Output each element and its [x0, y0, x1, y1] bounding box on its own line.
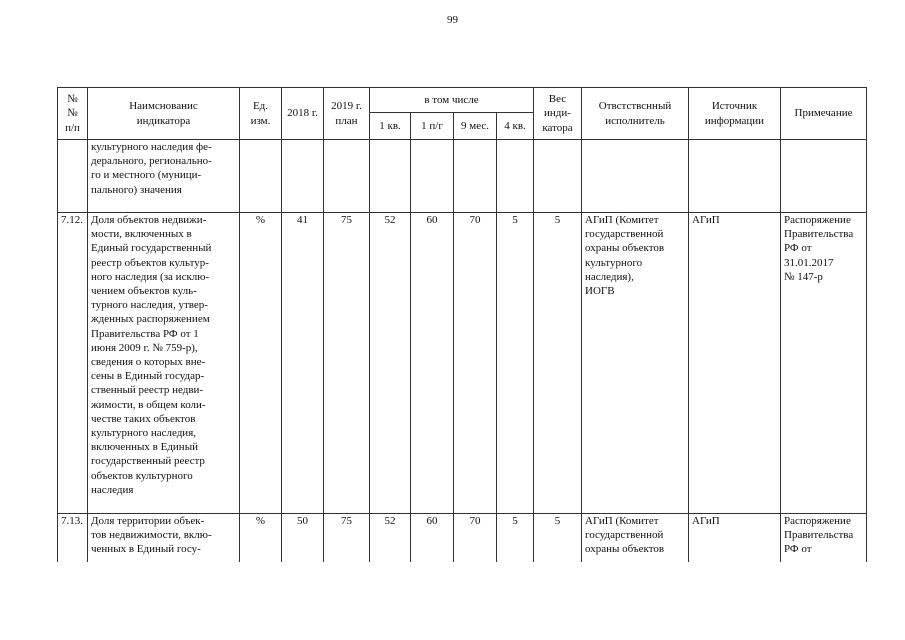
- cell-responsible: АГиП (Комитет государственной охраны объектов культурного наследия), ИОГВ: [582, 213, 689, 514]
- header-indicator-name: Наимснованис индикатора: [88, 88, 240, 140]
- cell-source: АГиП: [689, 213, 781, 514]
- cell-weight: [534, 140, 582, 213]
- cell-q4: [497, 140, 534, 213]
- cell-q4: 5: [497, 213, 534, 514]
- header-year-2018: 2018 г.: [282, 88, 324, 140]
- cell-half-year: [411, 140, 454, 213]
- cell-half-year: 60: [411, 213, 454, 514]
- cell-2018: 50: [282, 514, 324, 563]
- header-source: Источник информации: [689, 88, 781, 140]
- header-unit: Ед. изм.: [240, 88, 282, 140]
- cell-q1: [370, 140, 411, 213]
- indicators-table: [57, 87, 867, 562]
- cell-source: АГиП: [689, 514, 781, 563]
- cell-2019-plan: 75: [324, 514, 370, 563]
- cell-q4: 5: [497, 514, 534, 563]
- cell-unit: [240, 140, 282, 213]
- cell-number: 7.12.: [58, 213, 88, 514]
- cell-source: [689, 140, 781, 213]
- header-number: № № п/п: [58, 88, 88, 140]
- cell-indicator-name: культурного наследия фе- дерального, регионально- го и местного (муници- пального) значения: [88, 140, 240, 213]
- cell-half-year: 60: [411, 514, 454, 563]
- cell-9-months: [454, 140, 497, 213]
- cell-note: [781, 140, 867, 213]
- header-half-year: 1 п/г: [411, 113, 454, 140]
- page-number: 99: [447, 14, 458, 26]
- cell-9-months: 70: [454, 514, 497, 563]
- cell-unit: %: [240, 213, 282, 514]
- cell-2019-plan: 75: [324, 213, 370, 514]
- header-9-months: 9 мес.: [454, 113, 497, 140]
- cell-q1: 52: [370, 213, 411, 514]
- cell-indicator-name: Доля объектов недвижи- мости, включенных в Единый государственный реестр объектов культур- ного наследия (за исклю- чением объектов куль- турного наследия, утвер- жденных распоряжением Правительства РФ от 1 июня 2009 г. № 759-р), сведения о которых вне- сены в Единый государ- ственный реестр недви- жимости, в общем коли- честве таких объектов культурного наследия, включенных в Единый государственный реестр объектов культурного наследия: [88, 213, 240, 514]
- cell-note: Распоряжение Правительства РФ от 31.01.2017 № 147-р: [781, 213, 867, 514]
- cell-q1: 52: [370, 514, 411, 563]
- header-note: Примечание: [781, 88, 867, 140]
- cell-number: 7.13.: [58, 514, 88, 563]
- cell-responsible: АГиП (Комитет государственной охраны объектов: [582, 514, 689, 563]
- table-row: [58, 514, 867, 563]
- cell-2019-plan: [324, 140, 370, 213]
- cell-2018: [282, 140, 324, 213]
- cell-2018: 41: [282, 213, 324, 514]
- header-responsible: Отвстствснный исполнитель: [582, 88, 689, 140]
- cell-9-months: 70: [454, 213, 497, 514]
- header-q4: 4 кв.: [497, 113, 534, 140]
- header-q1: 1 кв.: [370, 113, 411, 140]
- cell-weight: 5: [534, 514, 582, 563]
- cell-unit: %: [240, 514, 282, 563]
- header-year-2019-plan: 2019 г. план: [324, 88, 370, 140]
- cell-weight: 5: [534, 213, 582, 514]
- table-row: [58, 140, 867, 213]
- header-row-top: [58, 88, 867, 113]
- cell-responsible: [582, 140, 689, 213]
- cell-indicator-name: Доля территории объек- тов недвижимости, вклю- ченных в Единый госу-: [88, 514, 240, 563]
- header-including: в том числе: [370, 88, 534, 113]
- header-weight: Вес инди- катора: [534, 88, 582, 140]
- cell-note: Распоряжение Правительства РФ от: [781, 514, 867, 563]
- cell-number: [58, 140, 88, 213]
- table-row: [58, 213, 867, 514]
